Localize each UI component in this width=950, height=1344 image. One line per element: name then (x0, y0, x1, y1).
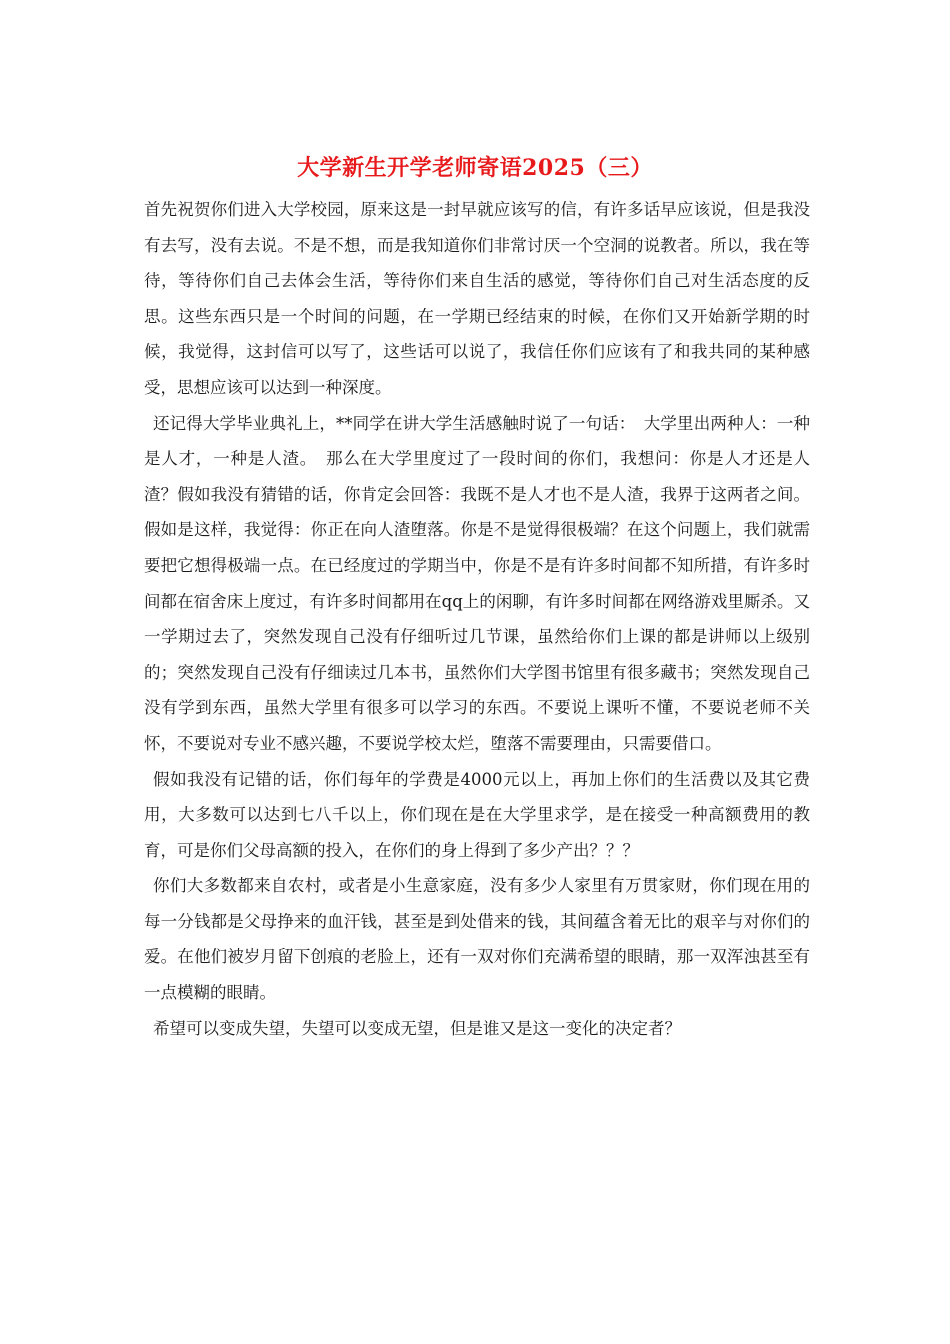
document-title: 大学新生开学老师寄语2025（三） (297, 155, 653, 181)
paragraph-5: 希望可以变成失望，失望可以变成无望，但是谁又是这一变化的决定者？ (153, 1018, 681, 1038)
paragraph-1: 首先祝贺你们进入大学校园，原来这是一封早就应该写的信，有许多话早应该说，但是我没有去写，没有去说。不是不想，而是我知道你们非常讨厌一个空洞的说教者。所以，我在等待，等待你们自己去体会生活，等待你们来自生活的感觉，等待你们自己对生活态度的反思。这些东西只是一个时间的问题，在一学期已经结束的时候，在你们又开始新学期的时候，我觉得，这封信可以写了，这些话可以说了，我信任你们应该有了和我共同的某种感受，思想应该可以达到一种深度。 (144, 200, 810, 397)
paragraph-2: 还记得大学毕业典礼上，**同学在讲大学生活感触时说了一句话： 大学里出两种人：一种是人才，一种是人渣。 那么在大学里度过了一段时间的你们，我想问：你是人才还是人渣？假如我没有猜错的话，你肯定会回答：我既不是人才也不是人渣，我界于这两者之间。假如是这样，我觉得：你正在向人渣堕落。你是不是觉得很极端？在这个问题上，我们就需要把它想得极端一点。在已经度过的学期当中，你是不是有许多时间都不知所措，有许多时间都在宿舍床上度过，有许多时间都用在qq上的闲聊，有许多时间都在网络游戏里厮杀。又一学期过去了，突然发现自己没有仔细听过几节课，虽然给你们上课的都是讲师以上级别的；突然发现自己没有仔细读过几本书，虽然你们大学图书馆里有很多藏书；突然发现自己没有学到东西，虽然大学里有很多可以学习的东西。不要说上课听不懂，不要说老师不关怀，不要说对专业不感兴趣，不要说学校太烂，堕落不需要理由，只需要借口。 (144, 413, 810, 753)
paragraph-4: 你们大多数都来自农村，或者是小生意家庭，没有多少人家里有万贯家财，你们现在用的每一分钱都是父母挣来的血汗钱，甚至是到处借来的钱，其间蕴含着无比的艰辛与对你们的爱。在他们被岁月留下创痕的老脸上，还有一双对你们充满希望的眼睛，那一双浑浊甚至有一点模糊的眼睛。 (144, 876, 810, 1003)
document-body (144, 192, 810, 1046)
paragraph-3: 假如我没有记错的话，你们每年的学费是4000元以上，再加上你们的生活费以及其它费用，大多数可以达到七八千以上，你们现在是在大学里求学，是在接受一种高额费用的教育，可是你们父母高额的投入，在你们的身上得到了多少产出？？？ (144, 769, 810, 860)
